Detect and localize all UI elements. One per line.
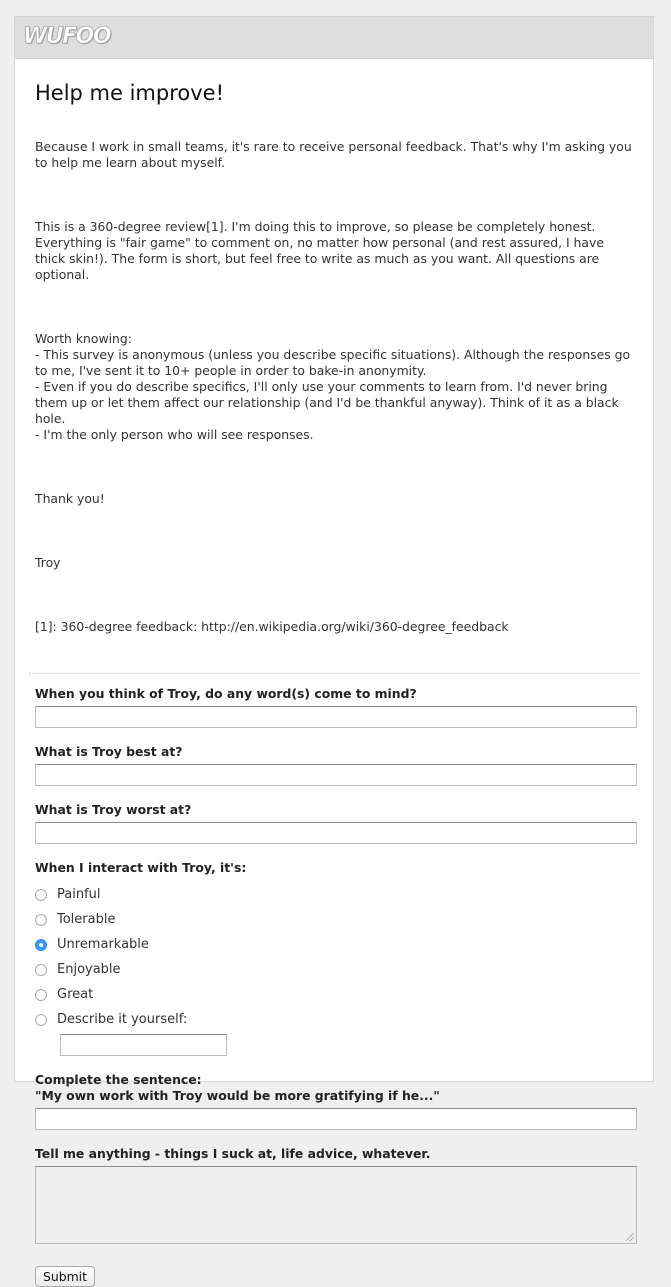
field-interaction — [35, 860, 633, 1056]
radio-option-other[interactable] — [35, 1007, 633, 1032]
intro-paragraph: Worth knowing: - This survey is anonymous (unless you describe specific situations). Although the responses go to me, I've sent it to 10+ people in order to bake-in anonymity. - Even if you do describe specifics, I'll only use your comments to learn from. I'd never bring them up or let them affect our relationship (and I'd be thankful anyway). Think of it as a black hole. - I'm the only person who will see responses. — [35, 331, 631, 442]
radio-option-tolerable[interactable] — [35, 907, 633, 932]
label-line: Complete the sentence: — [35, 1072, 202, 1087]
intro-footnote: [1]: 360-degree feedback: http://en.wikipedia.org/wiki/360-degree_feedback — [35, 619, 509, 634]
field-best-at — [35, 744, 633, 786]
interaction-radio-group — [35, 882, 633, 1056]
form-title: Help me improve! — [35, 81, 225, 105]
resize-handle-icon[interactable] — [626, 1233, 634, 1241]
radio-button[interactable] — [35, 964, 47, 976]
submit-button[interactable]: Submit — [35, 1266, 95, 1287]
radio-label: Unremarkable — [57, 937, 149, 952]
field-worst-at-label: What is Troy worst at? — [35, 802, 192, 817]
field-anything — [35, 1146, 633, 1244]
complete-sentence-input[interactable] — [35, 1108, 637, 1130]
field-best-at-label: What is Troy best at? — [35, 744, 183, 759]
form-container — [14, 16, 654, 1284]
other-description-input[interactable] — [60, 1034, 227, 1056]
radio-option-painful[interactable] — [35, 882, 633, 907]
field-words-label: When you think of Troy, do any word(s) come to mind? — [35, 686, 417, 701]
field-worst-at — [35, 802, 633, 844]
radio-button[interactable] — [35, 989, 47, 1001]
radio-option-unremarkable[interactable] — [35, 932, 633, 957]
intro-paragraph: This is a 360-degree review[1]. I'm doing this to improve, so please be completely honest. Everything is "fair game" to comment on, no matter how personal (and rest assured, I have thick skin!). The form is short, but feel free to write as much as you want. All questions are optional. — [35, 219, 608, 282]
intro-paragraph: Troy — [35, 555, 61, 570]
radio-option-great[interactable] — [35, 982, 633, 1007]
label-line: "My own work with Troy would be more gratifying if he..." — [35, 1088, 440, 1103]
intro-paragraph: Because I work in small teams, it's rare to receive personal feedback. That's why I'm asking you to help me learn about myself. — [35, 139, 636, 170]
field-words — [35, 686, 633, 728]
field-complete-sentence — [35, 1072, 633, 1130]
worst-at-input[interactable] — [35, 822, 637, 844]
anything-textarea[interactable] — [35, 1166, 637, 1244]
header-bar — [15, 17, 653, 59]
radio-label: Painful — [57, 887, 101, 902]
field-anything-label: Tell me anything - things I suck at, life advice, whatever. — [35, 1146, 431, 1161]
radio-label: Describe it yourself: — [57, 1012, 188, 1027]
radio-button-selected[interactable] — [35, 939, 47, 951]
radio-label: Enjoyable — [57, 962, 121, 977]
radio-button[interactable] — [35, 914, 47, 926]
wufoo-logo[interactable]: WUFOO — [23, 24, 111, 49]
form-description — [35, 107, 636, 667]
intro-paragraph: Thank you! — [35, 491, 105, 506]
radio-button[interactable] — [35, 889, 47, 901]
radio-option-enjoyable[interactable] — [35, 957, 633, 982]
field-complete-sentence-label — [35, 1072, 633, 1104]
radio-label: Tolerable — [57, 912, 116, 927]
form-content — [15, 79, 653, 1287]
words-input[interactable] — [35, 706, 637, 728]
radio-button[interactable] — [35, 1014, 47, 1026]
radio-label: Great — [57, 987, 94, 1002]
field-interaction-label: When I interact with Troy, it's: — [35, 860, 247, 875]
best-at-input[interactable] — [35, 764, 637, 786]
section-divider — [29, 673, 639, 674]
